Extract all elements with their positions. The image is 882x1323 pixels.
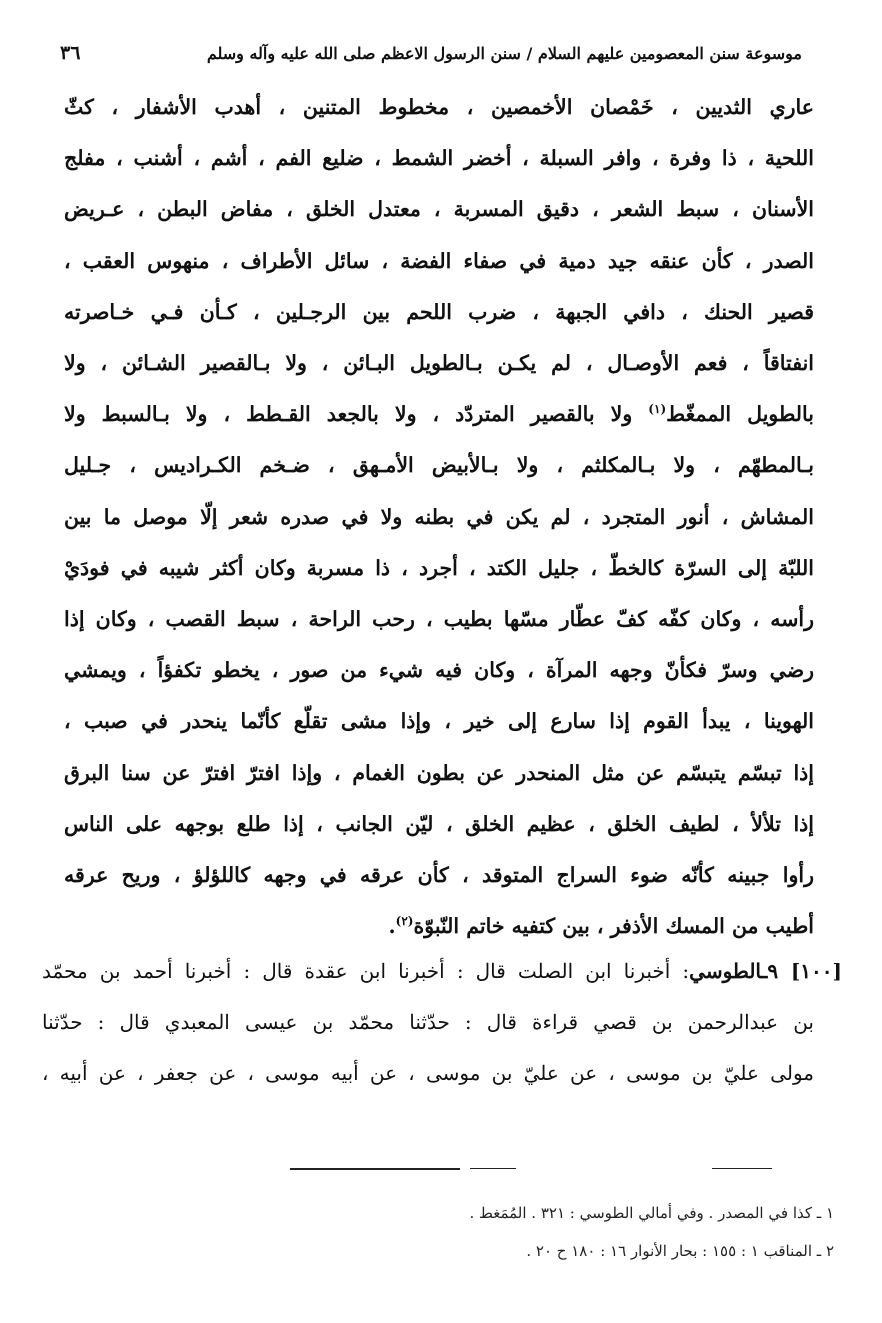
text-line: رأسه ، وكان كفّه كفّ عطّار مسّها بطيب ، رحب الراحة ، سبط القصب ، وكان إذا bbox=[64, 607, 814, 632]
text-line: اللحية ، ذا وفرة ، وافر السبلة ، أخضر الشمط ، ضليع الفم ، أشم ، أشنب ، مفلج bbox=[64, 146, 814, 171]
hadith-line bbox=[42, 946, 842, 997]
hadith-number: [١٠٠] ٩ـ bbox=[761, 959, 842, 983]
main-text-block bbox=[64, 82, 814, 952]
footnotes bbox=[54, 1194, 834, 1270]
text-line: انفتاقاً ، فعم الأوصـال ، لم يكـن بـالطويل البـائن ، ولا بـالقصير الشـائن ، ولا bbox=[64, 351, 814, 376]
text-line: الهوينا ، يبدأ القوم إذا سارع إلى خير ، وإذا مشى تقلّع كأنّما ينحدر في صبب ، bbox=[64, 709, 814, 734]
separator-line bbox=[712, 1168, 772, 1169]
footnote-2: ٢ ـ المناقب ١ : ١٥٥ : بحار الأنوار ١٦ : ١٨٠ ح ٢٠ . bbox=[526, 1242, 834, 1260]
text-line: اللبّة إلى السرّة كالخطّ ، جليل الكتد ، أجرد ، ذا مسربة وكان أكثر شيبه في فودَيْ bbox=[64, 555, 814, 580]
final-period: . bbox=[388, 914, 396, 939]
page-number: ٣٦ bbox=[60, 42, 81, 64]
text-line: عاري الثديين ، خَمْصان الأخمصين ، مخطوط المتنين ، أهدب الأشفار ، كثّ bbox=[64, 95, 814, 119]
footnote-separator bbox=[0, 1168, 882, 1172]
hadith-line: مولى عليّ بن موسى ، عن عليّ بن موسى ، عن أبيه موسى ، عن جعفر ، عن أبيه ، bbox=[42, 1061, 814, 1085]
footnote-reference-2[interactable]: (٢) bbox=[395, 914, 414, 929]
hadith-line: بن عبدالرحمن بن قصي قراءة قال : حدّثنا محمّد بن عيسى المعبدي قال : حدّثنا bbox=[42, 1010, 814, 1034]
separator-line bbox=[290, 1168, 460, 1170]
text-line: قصير الحنك ، دافي الجبهة ، ضرب اللحم بين الرجـلين ، كـأن فـي خـاصرته bbox=[64, 299, 814, 324]
text-segment: ولا بالقصير المتردّد ، ولا بالجعد القـطط ، ولا بـالسبط ولا bbox=[64, 402, 633, 427]
hadith-text: : أخبرنا ابن الصلت قال : أخبرنا ابن عقدة قال : أخبرنا أحمد بن محمّد bbox=[42, 959, 690, 983]
footnote-1: ١ ـ كذا في المصدر . وفي أمالي الطوسي : ٣٢١ . المُمَغط . bbox=[469, 1204, 834, 1222]
hadith-entry bbox=[42, 946, 842, 1099]
footnote-reference-1[interactable]: (١) bbox=[648, 402, 667, 417]
text-segment: بالطويل الممغّط bbox=[666, 402, 814, 427]
text-line: رضي وسرّ فكأنّ وجهه المرآة ، وكان فيه شيء من صور ، يخطو تكفؤاً ، ويمشي bbox=[64, 658, 814, 683]
text-line: الأسنان ، سبط الشعر ، دقيق المسربة ، معتدل الخلق ، مفاض البطن ، عـريض bbox=[64, 197, 814, 222]
text-line: إذا تبسّم يتبسّم عن مثل المنحدر عن بطون الغمام ، وإذا افترّ افترّ عن سنا البرق bbox=[64, 760, 814, 785]
text-line-last bbox=[64, 901, 814, 952]
page-header bbox=[60, 36, 802, 70]
text-line-with-footnote bbox=[64, 389, 814, 440]
text-line: الصدر ، كأن عنقه جيد دمية في صفاء الفضة ، سائل الأطراف ، منهوس العقب ، bbox=[64, 248, 814, 273]
text-line: رأوا جبينه كأنّه ضوء السراج المتوقد ، كأن عرقه في وجهه كاللؤلؤ ، وريح عرقه bbox=[64, 863, 814, 888]
text-line: المشاش ، أنور المتجرد ، لم يكن في بطنه ولا في صدره شعر إلّا موصل ما بين bbox=[64, 504, 814, 529]
text-line: إذا تلألأ ، لطيف الخلق ، عظيم الخلق ، ليّن الجانب ، إذا طلع بوجهه على الناس bbox=[64, 811, 814, 836]
text-line: بـالمطهّم ، ولا بـالمكلثم ، ولا بـالأبيض الأمـهق ، ضـخم الكـراديس ، جـليل bbox=[64, 453, 814, 478]
separator-line bbox=[470, 1168, 516, 1169]
running-title: موسوعة سنن المعصومين عليهم السلام / سنن الرسول الاعظم صلى الله عليه وآله وسلم bbox=[206, 43, 802, 63]
hadith-narrator: الطوسي bbox=[689, 959, 762, 983]
text-segment: أطيب من المسك الأذفر ، بين كتفيه خاتم النّبوّة bbox=[413, 914, 814, 939]
